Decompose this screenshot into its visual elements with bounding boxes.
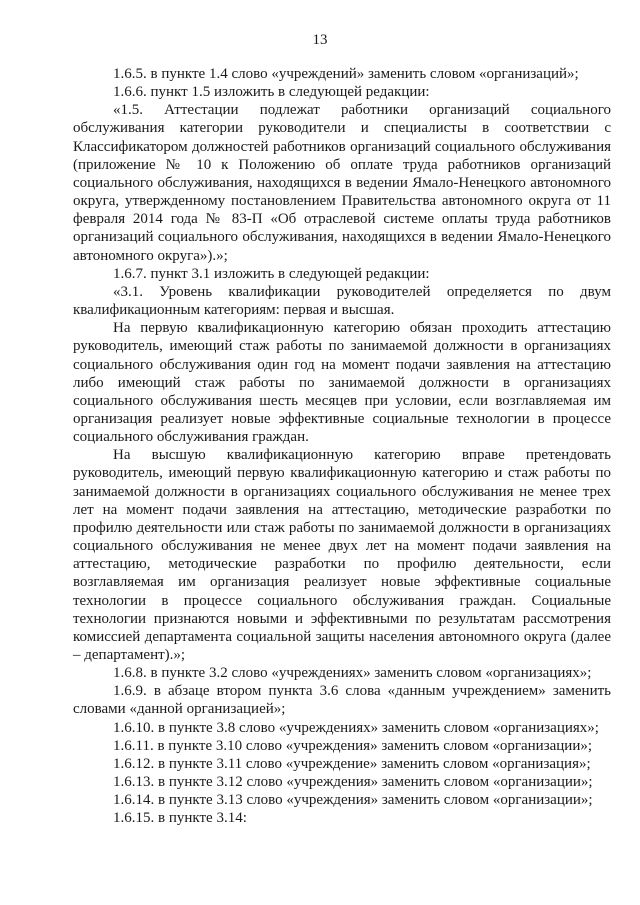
paragraph-1-6-9: 1.6.9. в абзаце втором пункта 3.6 слова «данным учреждением» заменить словами «данной организацией»; [73,683,611,718]
paragraph-1-6-14: 1.6.14. в пункте 3.13 слово «учреждения» заменить словом «организации»; [113,792,593,809]
page-number: 13 [312,32,328,48]
paragraph-1-6-15: 1.6.15. в пункте 3.14: [113,810,247,827]
paragraph-1-6-11: 1.6.11. в пункте 3.10 слово «учреждения» заменить словом «организации»; [113,737,593,754]
paragraph-1-6-12: 1.6.12. в пункте 3.11 слово «учреждение» заменить словом «организация»; [113,755,591,772]
paragraph-1-6-7: 1.6.7. пункт 3.1 изложить в следующей редакции: [113,265,430,282]
paragraph-1-6-6: 1.6.6. пункт 1.5 изложить в следующей редакции: [113,84,430,101]
document-body [73,65,611,828]
paragraph-1-6-13: 1.6.13. в пункте 3.12 слово «учреждения» заменить словом «организации»; [113,774,593,791]
paragraph-1-6-10: 1.6.10. в пункте 3.8 слово «учреждениях» заменить словом «организациях»; [113,719,599,736]
paragraph-1-6-8: 1.6.8. в пункте 3.2 слово «учреждениях» заменить словом «организациях»; [113,665,592,682]
paragraph-quoted-3-1: «3.1. Уровень квалификации руководителей определяется по двум квалификационным категориям: первая и высшая. [73,283,611,319]
paragraph-quoted-1-5: «1.5. Аттестации подлежат работники организаций социального обслуживания категории руководители и специалисты в соответствии с Классификатором должностей работников организаций социального обслуживания (приложение № 10 к Положению об оплате труда работников организаций социального обслуживания, находящихся в ведении Ямало-Ненецкого автономного округа, утвержденному постановлением Правительства автономного округа от 11 февраля 2014 года № 83-П «Об отраслевой системе оплаты труда работников организаций социального обслуживания, находящихся в ведении Ямало-Ненецкого автономного округа»).»; [73,102,611,264]
paragraph-first-category: На первую квалификационную категорию обязан проходить аттестацию руководитель, имеющий стаж работы по занимаемой должности в организациях социального обслуживания один год на момент подачи заявления на аттестацию либо имеющий стаж работы по занимаемой должности в организациях социального обслуживания шесть месяцев при условии, если возглавляемая им организация реализует новые эффективные социальные технологии в процессе социального обслуживания граждан. [73,320,611,446]
paragraph-1-6-5: 1.6.5. в пункте 1.4 слово «учреждений» заменить словом «организаций»; [113,66,579,82]
paragraph-highest-category: На высшую квалификационную категорию вправе претендовать руководитель, имеющий первую квалификационную категорию и стаж работы по занимаемой должности в организациях социального обслуживания не менее трех лет на момент подачи заявления на аттестацию, методические разработки по профилю деятельности или стаж работы по занимаемой должности в организациях социального обслуживания не менее двух лет на момент подачи заявления на аттестацию, методические разработки по профилю деятельности, если возглавляемая им организация реализует новые эффективные социальные технологии в процессе социального обслуживания граждан. Социальные технологии признаются новыми и эффективными по результатам рассмотрения комиссией департамента социальной защиты населения автономного округа (далее – департамент).»; [73,447,611,663]
